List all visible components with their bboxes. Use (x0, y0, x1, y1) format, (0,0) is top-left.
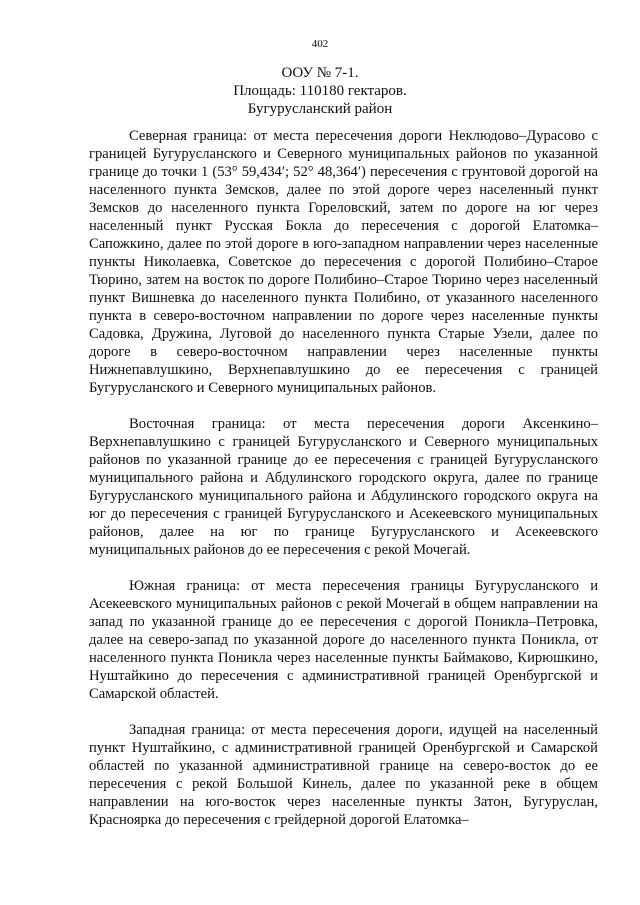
district-line: Бугурусланский район (247, 101, 393, 117)
document-title: ООУ № 7-1. (281, 65, 359, 81)
southern-boundary-paragraph: Южная граница: от места пересечения границы Бугурусланского и Асекеевского муниципальных районов с рекой Мочегай в общем направлении на запад по указанной границе до ее пересечения с дорогой Поникла–Петровка, далее на северо-запад по указанной дороге до населенного пункта Поникла, от населенного пункта Поникла через населенные пункты Баймаково, Кирюшкино, Нуштайкино до пересечения с административной границей Оренбургской и Самарской областей. (89, 578, 598, 702)
document-header (0, 64, 640, 118)
page-number: 402 (311, 38, 329, 50)
western-boundary-paragraph: Западная граница: от места пересечения дороги, идущей на населенный пункт Нуштайкино, с административной границей Оренбургской и Самарской областей по указанной административной границе на северо-восток до ее пересечения с рекой Большой Кинель, далее по указанной реке в общем направлении на юго-восток через населенные пункты Затон, Бугуруслан, Красноярка до пересечения с грейдерной дорогой Елатомка– (89, 722, 598, 828)
area-line: Площадь: 110180 гектаров. (233, 83, 407, 99)
northern-boundary-paragraph: Северная граница: от места пересечения дороги Неклюдово–Дурасово с границей Бугурусланского и Северного муниципальных районов по указанной границе до точки 1 (53° 59,434′; 52° 48,364′) пересечения с грунтовой дорогой на населенного пункта Земсков, далее по этой дороге через населенный пункт Земсков до населенного пункта Гореловский, затем по дороге на юг через населенный пункт Русская Бокла до пересечения с дорогой Елатомка–Сапожкино, далее по этой дороге в юго-западном направлении через населенные пункты Николаевка, Советское до пересечения с дорогой Полибино–Старое Тюрино, затем на восток по дороге Полибино–Старое Тюрино через населенный пункт Вишневка до населенного пункта Полибино, от указанного населенного пункта в северо-восточном направлении по дороге через населенные пункты Садовка, Дружина, Луговой до населенного пункта Старые Узели, далее по дороге в северо-восточном направлении через населенные пункты Нижнепавлушкино, Верхнепавлушкино до ее пересечения с границей Бугурусланского и Северного муниципальных районов. (89, 128, 598, 396)
document-body (89, 127, 598, 847)
eastern-boundary-paragraph: Восточная граница: от места пересечения дороги Аксенкино–Верхнепавлушкино с границей Бугурусланского и Северного муниципальных районов по указанной границе до ее пересечения с границей Бугурусланского муниципального района и Абдулинского городского округа, далее по границе Бугурусланского муниципального района и Абдулинского городского округа на юг до пересечения с границей Бугурусланского и Асекеевского муниципальных районов, далее на юг по границе Бугурусланского и Асекеевского муниципальных районов до ее пересечения с рекой Мочегай. (89, 416, 598, 558)
